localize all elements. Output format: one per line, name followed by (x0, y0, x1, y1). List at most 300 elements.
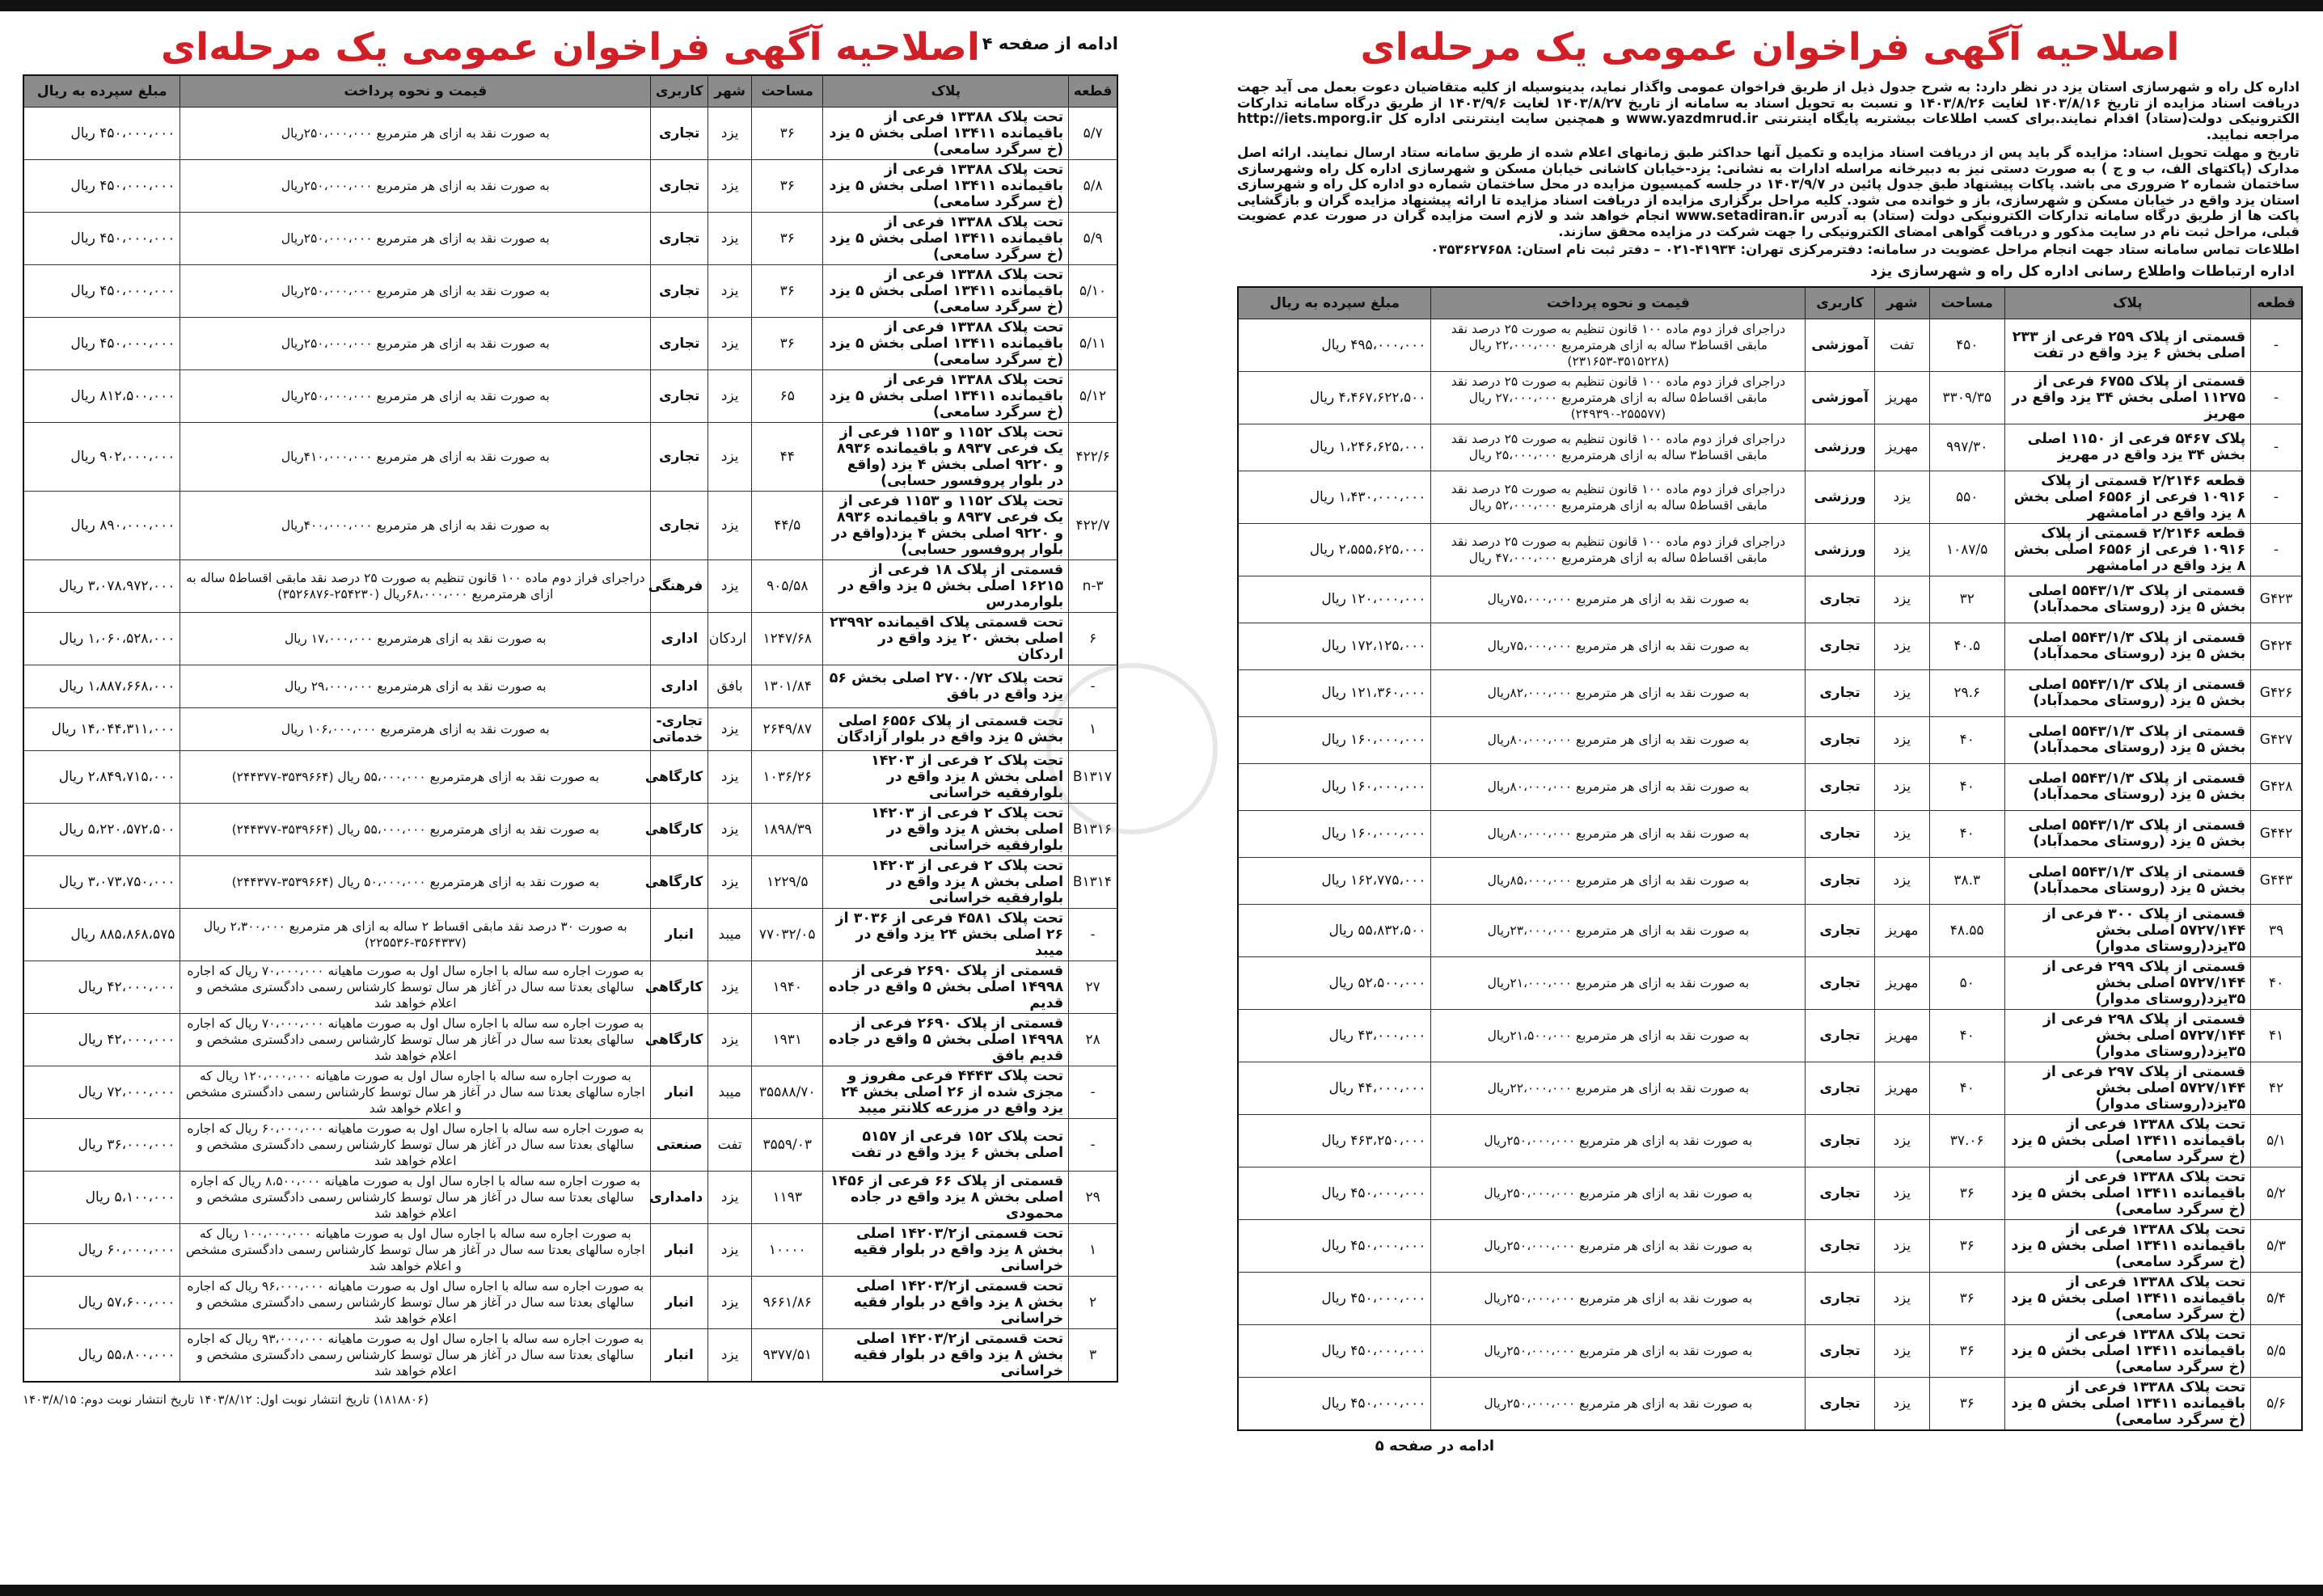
cell-use: فرهنگی (651, 560, 708, 613)
cell-plak: تحت قسمتی از۱۴۲۰۳/۲ اصلی بخش ۸ یزد واقع در بلوار فقیه خراسانی (823, 1277, 1069, 1329)
cell-lot: G۴۴۲ (2251, 810, 2302, 857)
cell-plak: تحت پلاک ۲ فرعی از ۱۴۲۰۳ اصلی بخش ۸ یزد واقع در بلوارفقیه خراسانی (823, 856, 1069, 909)
cell-area: ۱۸۹۸/۳۹ (752, 804, 823, 856)
cell-price: به صورت نقد به ازای هر مترمربع ۲۵۰،۰۰۰،۰۰۰ریال (180, 370, 651, 423)
cell-deposit: ۱۷۲،۱۲۵،۰۰۰ ریال (1238, 623, 1431, 669)
cell-use: انبار (651, 1066, 708, 1119)
table-row (1238, 669, 2302, 716)
cell-deposit: ۴۵۰،۰۰۰،۰۰۰ ریال (23, 213, 180, 265)
cell-area: ۱۰۳۶/۲۶ (752, 751, 823, 804)
table-row (1238, 523, 2302, 576)
cell-use: تجاری (651, 318, 708, 370)
cell-use: تجاری (1806, 1009, 1874, 1062)
cell-lot: ۲ (1069, 1277, 1117, 1329)
cell-deposit: ۴۴،۰۰۰،۰۰۰ ریال (1238, 1062, 1431, 1114)
cell-deposit: ۱،۰۶۰،۵۲۸،۰۰۰ ریال (23, 613, 180, 665)
column-header-use: کاربری (651, 75, 708, 108)
cell-use: تجاری-خدماتی (651, 708, 708, 751)
cell-price: به صورت نقد به ازای هر مترمربع ۸۰،۰۰۰،۰۰۰ریال (1431, 810, 1806, 857)
table-row (23, 1014, 1117, 1066)
cell-area: ۱۳۰۱/۸۴ (752, 665, 823, 708)
cell-price: به صورت نقد به ازای هر مترمربع ۲۵۰،۰۰۰،۰۰۰ریال (180, 213, 651, 265)
cell-price: به صورت نقد به ازای هر مترمربع ۲۵۰،۰۰۰،۰۰۰ریال (1431, 1219, 1806, 1272)
continued-note: ادامه در صفحه ۵ (1375, 1437, 1494, 1455)
table-row (1238, 424, 2302, 471)
cell-lot: n-۳ (1069, 560, 1117, 613)
cell-deposit: ۳،۰۷۸،۹۷۲،۰۰۰ ریال (23, 560, 180, 613)
cell-use: تجاری (1806, 623, 1874, 669)
cell-lot: ۵/۶ (2251, 1377, 2302, 1430)
cell-price: به صورت نقد به ازای هرمترمربع ۵۰،۰۰۰،۰۰۰ ریال (۳۵۳۹۶۶۴-۲۴۴۳۷۷) (180, 856, 651, 909)
table-row (23, 708, 1117, 751)
cell-area: ۳۶ (752, 318, 823, 370)
cell-lot: ۵/۱۱ (1069, 318, 1117, 370)
cell-lot: ۵/۱ (2251, 1114, 2302, 1167)
table-row (23, 1224, 1117, 1277)
cell-area: ۳۷.۰۶ (1929, 1114, 2004, 1167)
cell-city: تفت (1874, 319, 1929, 371)
cell-plak: تحت پلاک ۱۳۳۸۸ فرعی از باقیمانده ۱۳۴۱۱ اصلی بخش ۵ یزد (خ سرگرد سامعی) (2004, 1324, 2251, 1377)
right-page-intro (1237, 79, 2300, 258)
cell-deposit: ۸۹۰،۰۰۰،۰۰۰ ریال (23, 492, 180, 560)
cell-price: به صورت نقد به ازای هر مترمربع ۲۵۰،۰۰۰،۰۰۰ریال (1431, 1324, 1806, 1377)
cell-deposit: ۵،۲۲۰،۵۷۲،۵۰۰ ریال (23, 804, 180, 856)
cell-area: ۷۷۰۳۲/۰۵ (752, 909, 823, 961)
cell-deposit: ۱۶۲،۷۷۵،۰۰۰ ریال (1238, 857, 1431, 904)
cell-city: یزد (1874, 763, 1929, 810)
cell-lot: ۵/۱۲ (1069, 370, 1117, 423)
cell-use: تجاری (1806, 576, 1874, 623)
cell-price: به صورت نقد به ازای هر مترمربع ۸۰،۰۰۰،۰۰۰ریال (1431, 763, 1806, 810)
cell-deposit: ۴۵۰،۰۰۰،۰۰۰ ریال (1238, 1272, 1431, 1324)
column-header-plak: پلاک (2004, 287, 2251, 319)
cell-lot: ۱ (1069, 708, 1117, 751)
cell-lot: ۵/۵ (2251, 1324, 2302, 1377)
cell-plak: قسمتی از پلاک ۵۵۴۳/۱/۳ اصلی بخش ۵ یزد (روستای محمدآباد) (2004, 857, 2251, 904)
cell-lot: ۵/۷ (1069, 108, 1117, 160)
cell-use: انبار (651, 909, 708, 961)
cell-area: ۲۶۴۹/۸۷ (752, 708, 823, 751)
cell-deposit: ۲،۸۴۹،۷۱۵،۰۰۰ ریال (23, 751, 180, 804)
cell-lot: ۴۱ (2251, 1009, 2302, 1062)
cell-lot: B۱۳۱۶ (1069, 804, 1117, 856)
cell-city: میبد (708, 1066, 752, 1119)
cell-plak: تحت پلاک ۱۳۳۸۸ فرعی از باقیمانده ۱۳۴۱۱ اصلی بخش ۵ یزد (خ سرگرد سامعی) (823, 318, 1069, 370)
cell-price: به صورت اجاره سه ساله با اجاره سال اول به صورت ماهیانه ۹۶،۰۰۰،۰۰۰ ریال که اجاره سالهای بعدتا سه سال در آغاز هر سال توسط کارشناس رسمی دادگستری مشخص و اعلام خواهد شد (180, 1277, 651, 1329)
column-header-use: کاربری (1806, 287, 1874, 319)
cell-city: یزد (1874, 1219, 1929, 1272)
cell-price: به صورت نقد به ازای هر مترمربع ۲۲،۰۰۰،۰۰۰ریال (1431, 1062, 1806, 1114)
table-row (23, 213, 1117, 265)
column-header-deposit: مبلغ سپرده به ریال (1238, 287, 1431, 319)
cell-plak: تحت پلاک ۴۴۴۳ فرعی مفروز و مجزی شده از ۲۶ اصلی بخش ۲۴ یزد واقع در مزرعه کلانتر میبد (823, 1066, 1069, 1119)
cell-lot: ۶ (1069, 613, 1117, 665)
column-header-area: مساحت (1929, 287, 2004, 319)
cell-use: تجاری (1806, 904, 1874, 956)
cell-use: انبار (651, 1277, 708, 1329)
cell-city: مهریز (1874, 956, 1929, 1009)
cell-price: به صورت نقد به ازای هرمترمربع ۵۵،۰۰۰،۰۰۰ ریال (۳۵۳۹۶۶۴-۲۴۴۳۷۷) (180, 804, 651, 856)
cell-lot: - (2251, 471, 2302, 523)
cell-lot: - (1069, 909, 1117, 961)
cell-price: به صورت اجاره سه ساله با اجاره سال اول به صورت ماهیانه ۸،۵۰۰،۰۰۰ ریال که اجاره سالهای بعدتا سه سال در آغاز هر سال توسط کارشناس رسمی دادگستری مشخص و اعلام خواهد شد (180, 1172, 651, 1224)
cell-area: ۹۶۶۱/۸۶ (752, 1277, 823, 1329)
cell-plak: تحت پلاک ۱۳۳۸۸ فرعی از باقیمانده ۱۳۴۱۱ اصلی بخش ۵ یزد (خ سرگرد سامعی) (2004, 1272, 2251, 1324)
cell-area: ۹۰۵/۵۸ (752, 560, 823, 613)
cell-deposit: ۵۷،۶۰۰،۰۰۰ ریال (23, 1277, 180, 1329)
cell-area: ۳۶ (752, 265, 823, 318)
table-row (23, 1172, 1117, 1224)
cell-price: به صورت نقد به ازای هر مترمربع ۴۱۰،۰۰۰،۰۰۰ریال (180, 423, 651, 492)
table-row (1238, 1219, 2302, 1272)
cell-price: به صورت اجاره سه ساله با اجاره سال اول به صورت ماهیانه ۷۰،۰۰۰،۰۰۰ ریال که اجاره سالهای بعدتا سه سال در آغاز هر سال توسط کارشناس رسمی دادگستری مشخص و اعلام خواهد شد (180, 961, 651, 1014)
cell-city: مهریز (1874, 371, 1929, 424)
cell-plak: تحت پلاک ۱۳۳۸۸ فرعی از باقیمانده ۱۳۴۱۱ اصلی بخش ۵ یزد (خ سرگرد سامعی) (2004, 1167, 2251, 1219)
cell-plak: قسمتی از پلاک ۳۰۰ فرعی از ۵۷۲۷/۱۴۴ اصلی بخش ۳۵یزد(روستای مدوار) (2004, 904, 2251, 956)
cell-plak: قسمتی از پلاک ۶۶ فرعی از ۱۴۵۶ اصلی بخش ۸ یزد واقع در جاده محمودی (823, 1172, 1069, 1224)
cell-city: مهریز (1874, 904, 1929, 956)
cell-lot: G۴۲۸ (2251, 763, 2302, 810)
cell-city: یزد (708, 492, 752, 560)
cell-plak: قطعه ۲/۲۱۴۶ قسمتی از پلاک ۱۰۹۱۶ فرعی از ۶۵۵۶ اصلی بخش ۸ یزد واقع در امامشهر (2004, 523, 2251, 576)
cell-use: تجاری (1806, 1167, 1874, 1219)
cell-city: یزد (1874, 669, 1929, 716)
cell-city: یزد (1874, 857, 1929, 904)
cell-plak: تحت قسمتی از۱۴۲۰۳/۲ اصلی بخش ۸ یزد واقع در بلوار فقیه خراسانی (823, 1224, 1069, 1277)
cell-area: ۱۹۴۰ (752, 961, 823, 1014)
cell-area: ۵۰ (1929, 956, 2004, 1009)
table-row (1238, 763, 2302, 810)
cell-city: بافق (708, 665, 752, 708)
cell-plak: تحت قسمتی از۱۴۲۰۳/۲ اصلی بخش ۸ یزد واقع در بلوار فقیه خراسانی (823, 1329, 1069, 1383)
cell-city: یزد (708, 1329, 752, 1383)
cell-price: به صورت نقد به ازای هر مترمربع ۴۰۰،۰۰۰،۰۰۰ریال (180, 492, 651, 560)
cell-lot: - (2251, 424, 2302, 471)
cell-city: میبد (708, 909, 752, 961)
cell-area: ۳۶ (1929, 1324, 2004, 1377)
cell-city: یزد (708, 1172, 752, 1224)
cell-area: ۴۰ (1929, 1009, 2004, 1062)
cell-area: ۳۶ (752, 160, 823, 213)
cell-plak: تحت پلاک ۴۵۸۱ فرعی از ۳۰۳۶ از ۲۶ اصلی بخش ۲۴ یزد واقع در میبد (823, 909, 1069, 961)
cell-plak: تحت پلاک ۱۳۳۸۸ فرعی از باقیمانده ۱۳۴۱۱ اصلی بخش ۵ یزد (خ سرگرد سامعی) (823, 160, 1069, 213)
cell-deposit: ۱۴،۰۴۴،۳۱۱،۰۰۰ ریال (23, 708, 180, 751)
cell-city: تفت (708, 1119, 752, 1172)
cell-use: تجاری (1806, 1324, 1874, 1377)
cell-plak: قسمتی از پلاک ۶۷۵۵ فرعی از ۱۱۲۷۵ اصلی بخش ۳۴ یزد واقع در مهریز (2004, 371, 2251, 424)
cell-deposit: ۴۵۰،۰۰۰،۰۰۰ ریال (1238, 1167, 1431, 1219)
cell-plak: قسمتی از پلاک ۵۵۴۳/۱/۳ اصلی بخش ۵ یزد (روستای محمدآباد) (2004, 716, 2251, 763)
cell-area: ۳۲ (1929, 576, 2004, 623)
table-row (23, 751, 1117, 804)
table-row (23, 560, 1117, 613)
table-row (1238, 471, 2302, 523)
publisher-line: اداره ارتباطات واطلاع رسانی اداره کل راه و شهرسازی یزد (1870, 262, 2295, 280)
cell-use: کارگاهی (651, 751, 708, 804)
cell-deposit: ۱۶۰،۰۰۰،۰۰۰ ریال (1238, 716, 1431, 763)
cell-lot: ۵/۸ (1069, 160, 1117, 213)
table-row (23, 1119, 1117, 1172)
column-header-city: شهر (1874, 287, 1929, 319)
cell-plak: تحت پلاک ۱۳۳۸۸ فرعی از باقیمانده ۱۳۴۱۱ اصلی بخش ۵ یزد (خ سرگرد سامعی) (2004, 1377, 2251, 1430)
cell-lot: ۲۹ (1069, 1172, 1117, 1224)
cell-lot: ۲۷ (1069, 961, 1117, 1014)
cell-use: آموزشی (1806, 371, 1874, 424)
table-row (1238, 1114, 2302, 1167)
cell-price: به صورت نقد به ازای هر مترمربع ۸۰،۰۰۰،۰۰۰ریال (1431, 716, 1806, 763)
column-header-area: مساحت (752, 75, 823, 108)
cell-use: کارگاهی (651, 804, 708, 856)
table-row (1238, 857, 2302, 904)
cell-price: دراجرای فراز دوم ماده ۱۰۰ قانون تنظیم به صورت ۲۵ درصد نقد مابقی اقساط۵ ساله به ازای هرمترمربع ۴۷،۰۰۰،۰۰۰ ریال (1431, 523, 1806, 576)
cell-city: یزد (708, 423, 752, 492)
cell-price: به صورت نقد به ازای هر مترمربع ۲۵۰،۰۰۰،۰۰۰ریال (180, 265, 651, 318)
cell-price: به صورت نقد به ازای هر مترمربع ۲۱،۵۰۰،۰۰۰ریال (1431, 1009, 1806, 1062)
cell-use: کارگاهی (651, 856, 708, 909)
continued-from-note: ادامه از صفحه ۴ (982, 34, 1118, 53)
cell-plak: تحت قسمتی از پلاک ۶۵۵۶ اصلی بخش ۵ یزد واقع در بلوار آزادگان (823, 708, 1069, 751)
cell-plak: تحت پلاک ۱۵۲ فرعی از ۵۱۵۷ اصلی بخش ۶ یزد واقع در تفت (823, 1119, 1069, 1172)
cell-area: ۹۳۷۷/۵۱ (752, 1329, 823, 1383)
cell-area: ۳۶ (1929, 1377, 2004, 1430)
cell-price: به صورت نقد به ازای هر مترمربع ۸۵،۰۰۰،۰۰۰ریال (1431, 857, 1806, 904)
cell-city: یزد (1874, 1377, 1929, 1430)
table-row (1238, 623, 2302, 669)
cell-deposit: ۴۵۰،۰۰۰،۰۰۰ ریال (1238, 1219, 1431, 1272)
cell-city: یزد (708, 213, 752, 265)
cell-lot: ۴۰ (2251, 956, 2302, 1009)
cell-use: تجاری (651, 160, 708, 213)
cell-deposit: ۱۲۰،۰۰۰،۰۰۰ ریال (1238, 576, 1431, 623)
table-row (23, 1066, 1117, 1119)
cell-deposit: ۴،۴۶۷،۶۲۲،۵۰۰ ریال (1238, 371, 1431, 424)
cell-price: به صورت نقد به ازای هر مترمربع ۲۵۰،۰۰۰،۰۰۰ریال (1431, 1377, 1806, 1430)
cell-area: ۱۰۰۰۰ (752, 1224, 823, 1277)
cell-use: کارگاهی (651, 1014, 708, 1066)
cell-price: به صورت نقد به ازای هر مترمربع ۲۳،۰۰۰،۰۰۰ریال (1431, 904, 1806, 956)
table-row (1238, 1009, 2302, 1062)
cell-use: تجاری (1806, 1377, 1874, 1430)
cell-plak: تحت پلاک ۲ فرعی از ۱۴۲۰۳ اصلی بخش ۸ یزد واقع در بلوارفقیه خراسانی (823, 751, 1069, 804)
left-page-title: اصلاحیه آگهی فراخوان عمومی یک مرحله‌ای (161, 25, 980, 70)
cell-deposit: ۸۱۲،۵۰۰،۰۰۰ ریال (23, 370, 180, 423)
cell-deposit: ۴۵۰،۰۰۰،۰۰۰ ریال (23, 160, 180, 213)
cell-deposit: ۷۲،۰۰۰،۰۰۰ ریال (23, 1066, 180, 1119)
cell-lot: - (1069, 665, 1117, 708)
cell-area: ۱۹۳۱ (752, 1014, 823, 1066)
cell-plak: قسمتی از پلاک ۲۶۹۰ فرعی از ۱۴۹۹۸ اصلی بخش ۵ واقع در جاده قدیم (823, 961, 1069, 1014)
cell-lot: G۴۴۳ (2251, 857, 2302, 904)
cell-deposit: ۸۸۵،۸۶۸،۵۷۵ ریال (23, 909, 180, 961)
right-auction-table (1237, 286, 2303, 1431)
cell-price: به صورت نقد به ازای هر مترمربع ۲۵۰،۰۰۰،۰۰۰ریال (180, 318, 651, 370)
cell-deposit: ۳۶،۰۰۰،۰۰۰ ریال (23, 1119, 180, 1172)
cell-use: تجاری (651, 423, 708, 492)
cell-use: آموزشی (1806, 319, 1874, 371)
table-row (1238, 1377, 2302, 1430)
cell-city: یزد (1874, 471, 1929, 523)
cell-city: مهریز (1874, 1062, 1929, 1114)
cell-area: ۹۹۷/۳۰ (1929, 424, 2004, 471)
cell-deposit: ۴۹۵،۰۰۰،۰۰۰ ریال (1238, 319, 1431, 371)
cell-lot: ۳ (1069, 1329, 1117, 1383)
cell-use: تجاری (1806, 716, 1874, 763)
cell-price: دراجرای فراز دوم ماده ۱۰۰ قانون تنظیم به صورت ۲۵ درصد نقد مابقی اقساط۵ ساله به ازای هرمترمربع ۲۷،۰۰۰،۰۰۰ ریال (۲۵۵۵۷۷-۲۴۹۳۹۰) (1431, 371, 1806, 424)
cell-city: مهریز (1874, 1009, 1929, 1062)
cell-plak: قطعه ۲/۲۱۴۶ قسمتی از پلاک ۱۰۹۱۶ فرعی از ۶۵۵۶ اصلی بخش ۸ یزد واقع در امامشهر (2004, 471, 2251, 523)
column-header-city: شهر (708, 75, 752, 108)
table-row (23, 108, 1117, 160)
cell-city: یزد (708, 751, 752, 804)
table-row (23, 1277, 1117, 1329)
cell-city: یزد (708, 160, 752, 213)
cell-deposit: ۱،۸۸۷،۶۶۸،۰۰۰ ریال (23, 665, 180, 708)
table-row (1238, 371, 2302, 424)
intro-paragraph-2: تاریخ و مهلت تحویل اسناد: مزایده گر باید پس از دریافت اسناد مزایده و تکمیل آنها حداکثر طبق زمانهای اعلام شده از طریق سامانه ستاد ارسال نمایند. ارائه اصل مدارک (پاکتهای الف، ب و ج ) به صورت دستی نیز به دبیرخانه مراسله ادارات به نشانی: یزد-خیابان کاشانی خیابان مسکن و شهرسازی اداره کل راه وشهرسازی ساختمان شماره ۲ ضروری می باشد. پاکات پیشنهاد طبق جدول پائین در ۱۴۰۳/۹/۷ در جلسه کمیسیون مزایده در محل ساختمان شماره دو اداره کل راه و شهرسازی استان یزد واقع در خیابان مسکن و شهرسازی، باز و خوانده می شود. کلیه مراحل برگزاری مزایده از دریافت اسناد مزایده تا ارائه پیشنهاد مزایده گران و بازگشایی پاکت ها از طریق درگاه سامانه تدارکات الکترونیکی دولت (ستاد) به آدرس www.setadiran.ir انجام خواهد شد و لازم است مزایده گران در صورت عدم عضویت قبلی، مراحل ثبت نام در سایت مذکور و دریافت گواهی امضای الکترونیکی را جهت شرکت در مزایده محقق سازند. (1237, 145, 2300, 239)
table-row (23, 613, 1117, 665)
cell-area: ۴۴/۵ (752, 492, 823, 560)
table-row (1238, 1272, 2302, 1324)
cell-deposit: ۴۵۰،۰۰۰،۰۰۰ ریال (1238, 1377, 1431, 1430)
cell-deposit: ۴۳،۰۰۰،۰۰۰ ریال (1238, 1009, 1431, 1062)
cell-area: ۴۵۰ (1929, 319, 2004, 371)
cell-city: مهریز (1874, 424, 1929, 471)
column-header-deposit: مبلغ سپرده به ریال (23, 75, 180, 108)
cell-plak: تحت پلاک ۱۳۳۸۸ فرعی از باقیمانده ۱۳۴۱۱ اصلی بخش ۵ یزد (خ سرگرد سامعی) (823, 108, 1069, 160)
cell-plak: تحت قسمتی پلاک اقیمانده ۲۳۹۹۲ اصلی بخش ۲۰ یزد واقع در اردکان (823, 613, 1069, 665)
cell-lot: ۱ (1069, 1224, 1117, 1277)
cell-price: به صورت نقد به ازای هر مترمربع ۷۵،۰۰۰،۰۰۰ریال (1431, 623, 1806, 669)
cell-deposit: ۴۶۳،۲۵۰،۰۰۰ ریال (1238, 1114, 1431, 1167)
cell-deposit: ۶۰،۰۰۰،۰۰۰ ریال (23, 1224, 180, 1277)
cell-city: یزد (1874, 623, 1929, 669)
cell-deposit: ۴۵۰،۰۰۰،۰۰۰ ریال (23, 265, 180, 318)
cell-area: ۴۸.۵۵ (1929, 904, 2004, 956)
cell-use: تجاری (651, 492, 708, 560)
cell-area: ۳۶ (1929, 1219, 2004, 1272)
cell-deposit: ۹۰۲،۰۰۰،۰۰۰ ریال (23, 423, 180, 492)
cell-use: تجاری (1806, 1062, 1874, 1114)
cell-price: دراجرای فراز دوم ماده ۱۰۰ قانون تنظیم به صورت ۲۵ درصد نقد مابقی اقساط۳ ساله به ازای هرمترمربع ۲۲،۰۰۰،۰۰۰ ریال (۳۵۱۵۲۲۸-۲۳۱۶۵۳) (1431, 319, 1806, 371)
cell-city: یزد (1874, 576, 1929, 623)
cell-use: کارگاهی (651, 961, 708, 1014)
cell-city: یزد (1874, 523, 1929, 576)
cell-area: ۱۱۹۳ (752, 1172, 823, 1224)
cell-deposit: ۵۵،۸۳۲،۵۰۰ ریال (1238, 904, 1431, 956)
cell-area: ۶۵ (752, 370, 823, 423)
cell-plak: قسمتی از پلاک ۲۶۹۰ فرعی از ۱۴۹۹۸ اصلی بخش ۵ واقع در جاده قدیم بافق (823, 1014, 1069, 1066)
cell-area: ۱۲۲۹/۵ (752, 856, 823, 909)
cell-area: ۴۰ (1929, 716, 2004, 763)
cell-lot: ۳۹ (2251, 904, 2302, 956)
table-row (23, 265, 1117, 318)
cell-lot: ۴۲۲/۶ (1069, 423, 1117, 492)
cell-lot: G۴۲۳ (2251, 576, 2302, 623)
cell-price: به صورت نقد به ازای هر مترمربع ۲۵۰،۰۰۰،۰۰۰ریال (180, 160, 651, 213)
cell-use: تجاری (1806, 763, 1874, 810)
cell-lot: G۴۲۴ (2251, 623, 2302, 669)
cell-city: یزد (708, 108, 752, 160)
column-header-lot: قطعه (1069, 75, 1117, 108)
cell-plak: تحت پلاک ۱۱۵۲ و ۱۱۵۳ فرعی از یک فرعی ۸۹۳۷ و باقیمانده ۸۹۳۶ و ۹۲۲۰ اصلی بخش ۴ یزد (واقع در بلوار پروفسور حسابی) (823, 423, 1069, 492)
cell-plak: تحت پلاک ۲۷۰۰/۷۲ اصلی بخش ۵۶ یزد واقع در بافق (823, 665, 1069, 708)
cell-use: تجاری (1806, 857, 1874, 904)
cell-city: یزد (708, 961, 752, 1014)
cell-price: به صورت نقد به ازای هرمترمربع ۱۷،۰۰۰،۰۰۰ ریال (180, 613, 651, 665)
cell-price: به صورت نقد به ازای هرمترمربع ۱۰۶،۰۰۰،۰۰۰ ریال (180, 708, 651, 751)
table-row (23, 318, 1117, 370)
cell-area: ۵۵۰ (1929, 471, 2004, 523)
cell-city: یزد (708, 1224, 752, 1277)
table-row (23, 856, 1117, 909)
cell-city: یزد (708, 804, 752, 856)
cell-use: تجاری (651, 108, 708, 160)
cell-use: صنعتی (651, 1119, 708, 1172)
cell-price: دراجرای فراز دوم ماده ۱۰۰ قانون تنظیم به صورت ۲۵ درصد نقد مابقی اقساط۵ ساله به ازای هرمترمربع ۶۸،۰۰۰،۰۰۰ریال (۲۵۴۲۳۰-۳۵۲۶۸۷۶) (180, 560, 651, 613)
cell-price: به صورت اجاره سه ساله با اجاره سال اول به صورت ماهیانه ۹۳،۰۰۰،۰۰۰ ریال که اجاره سالهای بعدتا سه سال در آغاز هر سال توسط کارشناس رسمی دادگستری مشخص و اعلام خواهد شد (180, 1329, 651, 1383)
cell-use: انبار (651, 1224, 708, 1277)
cell-price: به صورت اجاره سه ساله با اجاره سال اول به صورت ماهیانه ۷۰،۰۰۰،۰۰۰ ریال که اجاره سالهای بعدتا سه سال در آغاز هر سال توسط کارشناس رسمی دادگستری مشخص و اعلام خواهد شد (180, 1014, 651, 1066)
cell-lot: B۱۳۱۷ (1069, 751, 1117, 804)
cell-plak: پلاک ۵۴۶۷ فرعی از ۱۱۵۰ اصلی بخش ۳۴ یزد واقع در مهریز (2004, 424, 2251, 471)
table-row (1238, 716, 2302, 763)
cell-plak: قسمتی از پلاک ۲۹۹ فرعی از ۵۷۲۷/۱۴۴ اصلی بخش ۳۵یزد(روستای مدوار) (2004, 956, 2251, 1009)
cell-use: تجاری (1806, 956, 1874, 1009)
cell-use: تجاری (1806, 1219, 1874, 1272)
cell-price: به صورت نقد به ازای هرمترمربع ۲۹،۰۰۰،۰۰۰ ریال (180, 665, 651, 708)
table-row (23, 961, 1117, 1014)
right-page (1237, 11, 2303, 1455)
column-header-price: قیمت و نحوه پرداخت (1431, 287, 1806, 319)
intro-contact: اطلاعات تماس سامانه ستاد جهت انجام مراحل عضویت در سامانه: دفترمرکزی تهران: ۴۱۹۳۴-۰۲۱ – دفتر ثبت نام استان: ۰۳۵۳۶۲۷۶۵۸ (1430, 242, 2300, 257)
cell-city: یزد (1874, 1272, 1929, 1324)
cell-city: یزد (1874, 1114, 1929, 1167)
cell-price: به صورت ۳۰ درصد نقد مابقی اقساط ۲ ساله به ازای هر مترمربع ۲،۳۰۰،۰۰۰ ریال (۳۵۶۴۳۳۷-۲۲۵۵۳۶) (180, 909, 651, 961)
table-row (1238, 1324, 2302, 1377)
cell-deposit: ۴۵۰،۰۰۰،۰۰۰ ریال (23, 108, 180, 160)
table-row (23, 160, 1117, 213)
table-row (23, 909, 1117, 961)
cell-price: دراجرای فراز دوم ماده ۱۰۰ قانون تنظیم به صورت ۲۵ درصد نقد مابقی اقساط۳ ساله به ازای هرمترمربع ۲۵،۰۰۰،۰۰۰ ریال (1431, 424, 1806, 471)
cell-area: ۲۹.۶ (1929, 669, 2004, 716)
cell-plak: قسمتی از پلاک ۵۵۴۳/۱/۳ اصلی بخش ۵ یزد (روستای محمدآباد) (2004, 763, 2251, 810)
table-row (1238, 319, 2302, 371)
cell-lot: ۴۲۲/۷ (1069, 492, 1117, 560)
cell-price: به صورت نقد به ازای هر مترمربع ۲۵۰،۰۰۰،۰۰۰ریال (1431, 1114, 1806, 1167)
cell-plak: تحت پلاک ۱۳۳۸۸ فرعی از باقیمانده ۱۳۴۱۱ اصلی بخش ۵ یزد (خ سرگرد سامعی) (2004, 1219, 2251, 1272)
table-row (23, 804, 1117, 856)
cell-city: یزد (708, 318, 752, 370)
cell-lot: ۵/۲ (2251, 1167, 2302, 1219)
cell-deposit: ۴۵۰،۰۰۰،۰۰۰ ریال (1238, 1324, 1431, 1377)
cell-use: انبار (651, 1329, 708, 1383)
cell-lot: - (2251, 371, 2302, 424)
cell-use: تجاری (651, 213, 708, 265)
table-row (23, 370, 1117, 423)
cell-city: یزد (708, 708, 752, 751)
table-header-row (1238, 287, 2302, 319)
cell-area: ۴۰.۵ (1929, 623, 2004, 669)
cell-area: ۱۰۸۷/۵ (1929, 523, 2004, 576)
cell-lot: G۴۲۷ (2251, 716, 2302, 763)
cell-area: ۳۸.۳ (1929, 857, 2004, 904)
table-row (23, 665, 1117, 708)
cell-price: به صورت اجاره سه ساله با اجاره سال اول به صورت ماهیانه ۱۰۰،۰۰۰،۰۰۰ ریال که اجاره سالهای بعدتا سه سال در آغاز هر سال توسط کارشناس رسمی دادگستری مشخص و اعلام خواهد شد (180, 1224, 651, 1277)
cell-use: اداری (651, 613, 708, 665)
table-row (23, 492, 1117, 560)
cell-use: تجاری (651, 370, 708, 423)
cell-price: دراجرای فراز دوم ماده ۱۰۰ قانون تنظیم به صورت ۲۵ درصد نقد مابقی اقساط۵ ساله به ازای هرمترمربع ۵۲،۰۰۰،۰۰۰ ریال (1431, 471, 1806, 523)
